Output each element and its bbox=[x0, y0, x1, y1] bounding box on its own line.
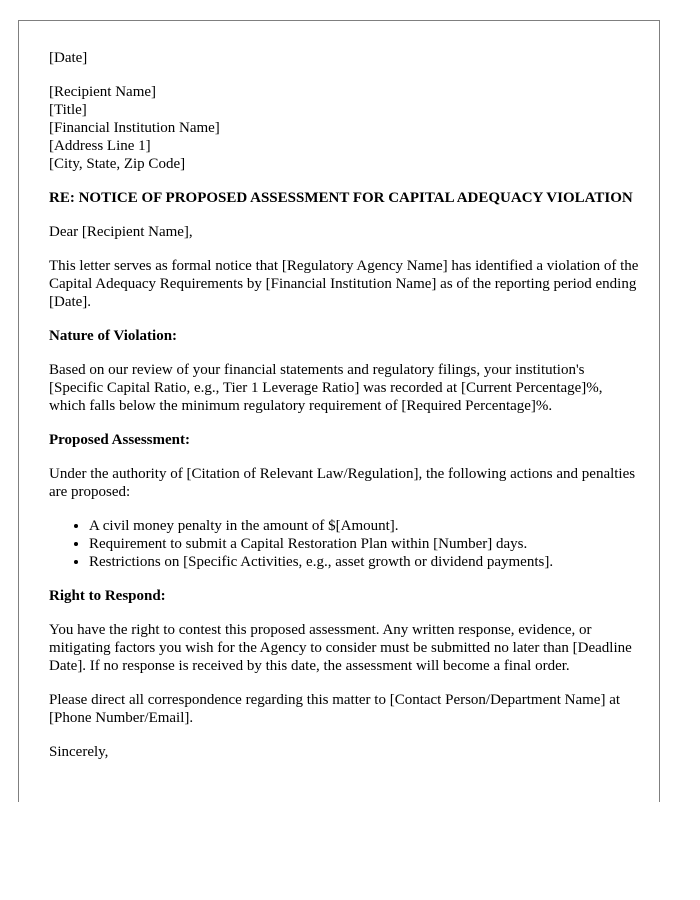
recipient-name: [Recipient Name] bbox=[49, 84, 157, 100]
salutation: Dear [Recipient Name], bbox=[49, 224, 193, 240]
nature-heading: Nature of Violation: bbox=[49, 328, 178, 344]
letter-content bbox=[49, 49, 639, 777]
respond-paragraph: You have the right to contest this proposed assessment. Any written response, evidence, or mitigating factors you wish for the Agency to consider must be submitted no later than [Deadline Date]. If no response is received by this date, the assessment will become a final order. bbox=[49, 622, 632, 674]
assessment-paragraph: Under the authority of [Citation of Relevant Law/Regulation], the following actions and penalties are proposed: bbox=[49, 466, 636, 500]
letter-page bbox=[18, 20, 660, 802]
closing: Sincerely, bbox=[49, 744, 109, 760]
letter-date: [Date] bbox=[49, 50, 88, 66]
assessment-item-restrictions: • Restrictions on [Specific Activities, e.g., asset growth or dividend payments]. bbox=[89, 553, 639, 571]
recipient-city: [City, State, Zip Code] bbox=[49, 156, 186, 172]
assessment-list bbox=[49, 517, 639, 571]
assessment-item-penalty: • A civil money penalty in the amount of $[Amount]. bbox=[89, 517, 639, 535]
intro-paragraph: This letter serves as formal notice that [Regulatory Agency Name] has identified a violation of the Capital Adequacy Requirements by [Financial Institution Name] as of the reporting period ending [Date]. bbox=[49, 258, 639, 310]
subject-line: RE: NOTICE OF PROPOSED ASSESSMENT FOR CAPITAL ADEQUACY VIOLATION bbox=[49, 190, 633, 206]
nature-paragraph: Based on our review of your financial statements and regulatory filings, your institution's [Specific Capital Ratio, e.g., Tier 1 Leverage Ratio] was recorded at [Current Percentage]%, which falls below the minimum regulatory requirement of [Required Percentage]%. bbox=[49, 362, 603, 414]
assessment-heading: Proposed Assessment: bbox=[49, 432, 190, 448]
recipient-institution: [Financial Institution Name] bbox=[49, 120, 220, 136]
recipient-block bbox=[49, 83, 639, 173]
recipient-address: [Address Line 1] bbox=[49, 138, 151, 154]
correspondence-paragraph: Please direct all correspondence regarding this matter to [Contact Person/Department Name] at [Phone Number/Email]. bbox=[49, 692, 621, 726]
assessment-item-restoration-plan: • Requirement to submit a Capital Restoration Plan within [Number] days. bbox=[89, 535, 639, 553]
recipient-title: [Title] bbox=[49, 102, 87, 118]
respond-heading: Right to Respond: bbox=[49, 588, 166, 604]
